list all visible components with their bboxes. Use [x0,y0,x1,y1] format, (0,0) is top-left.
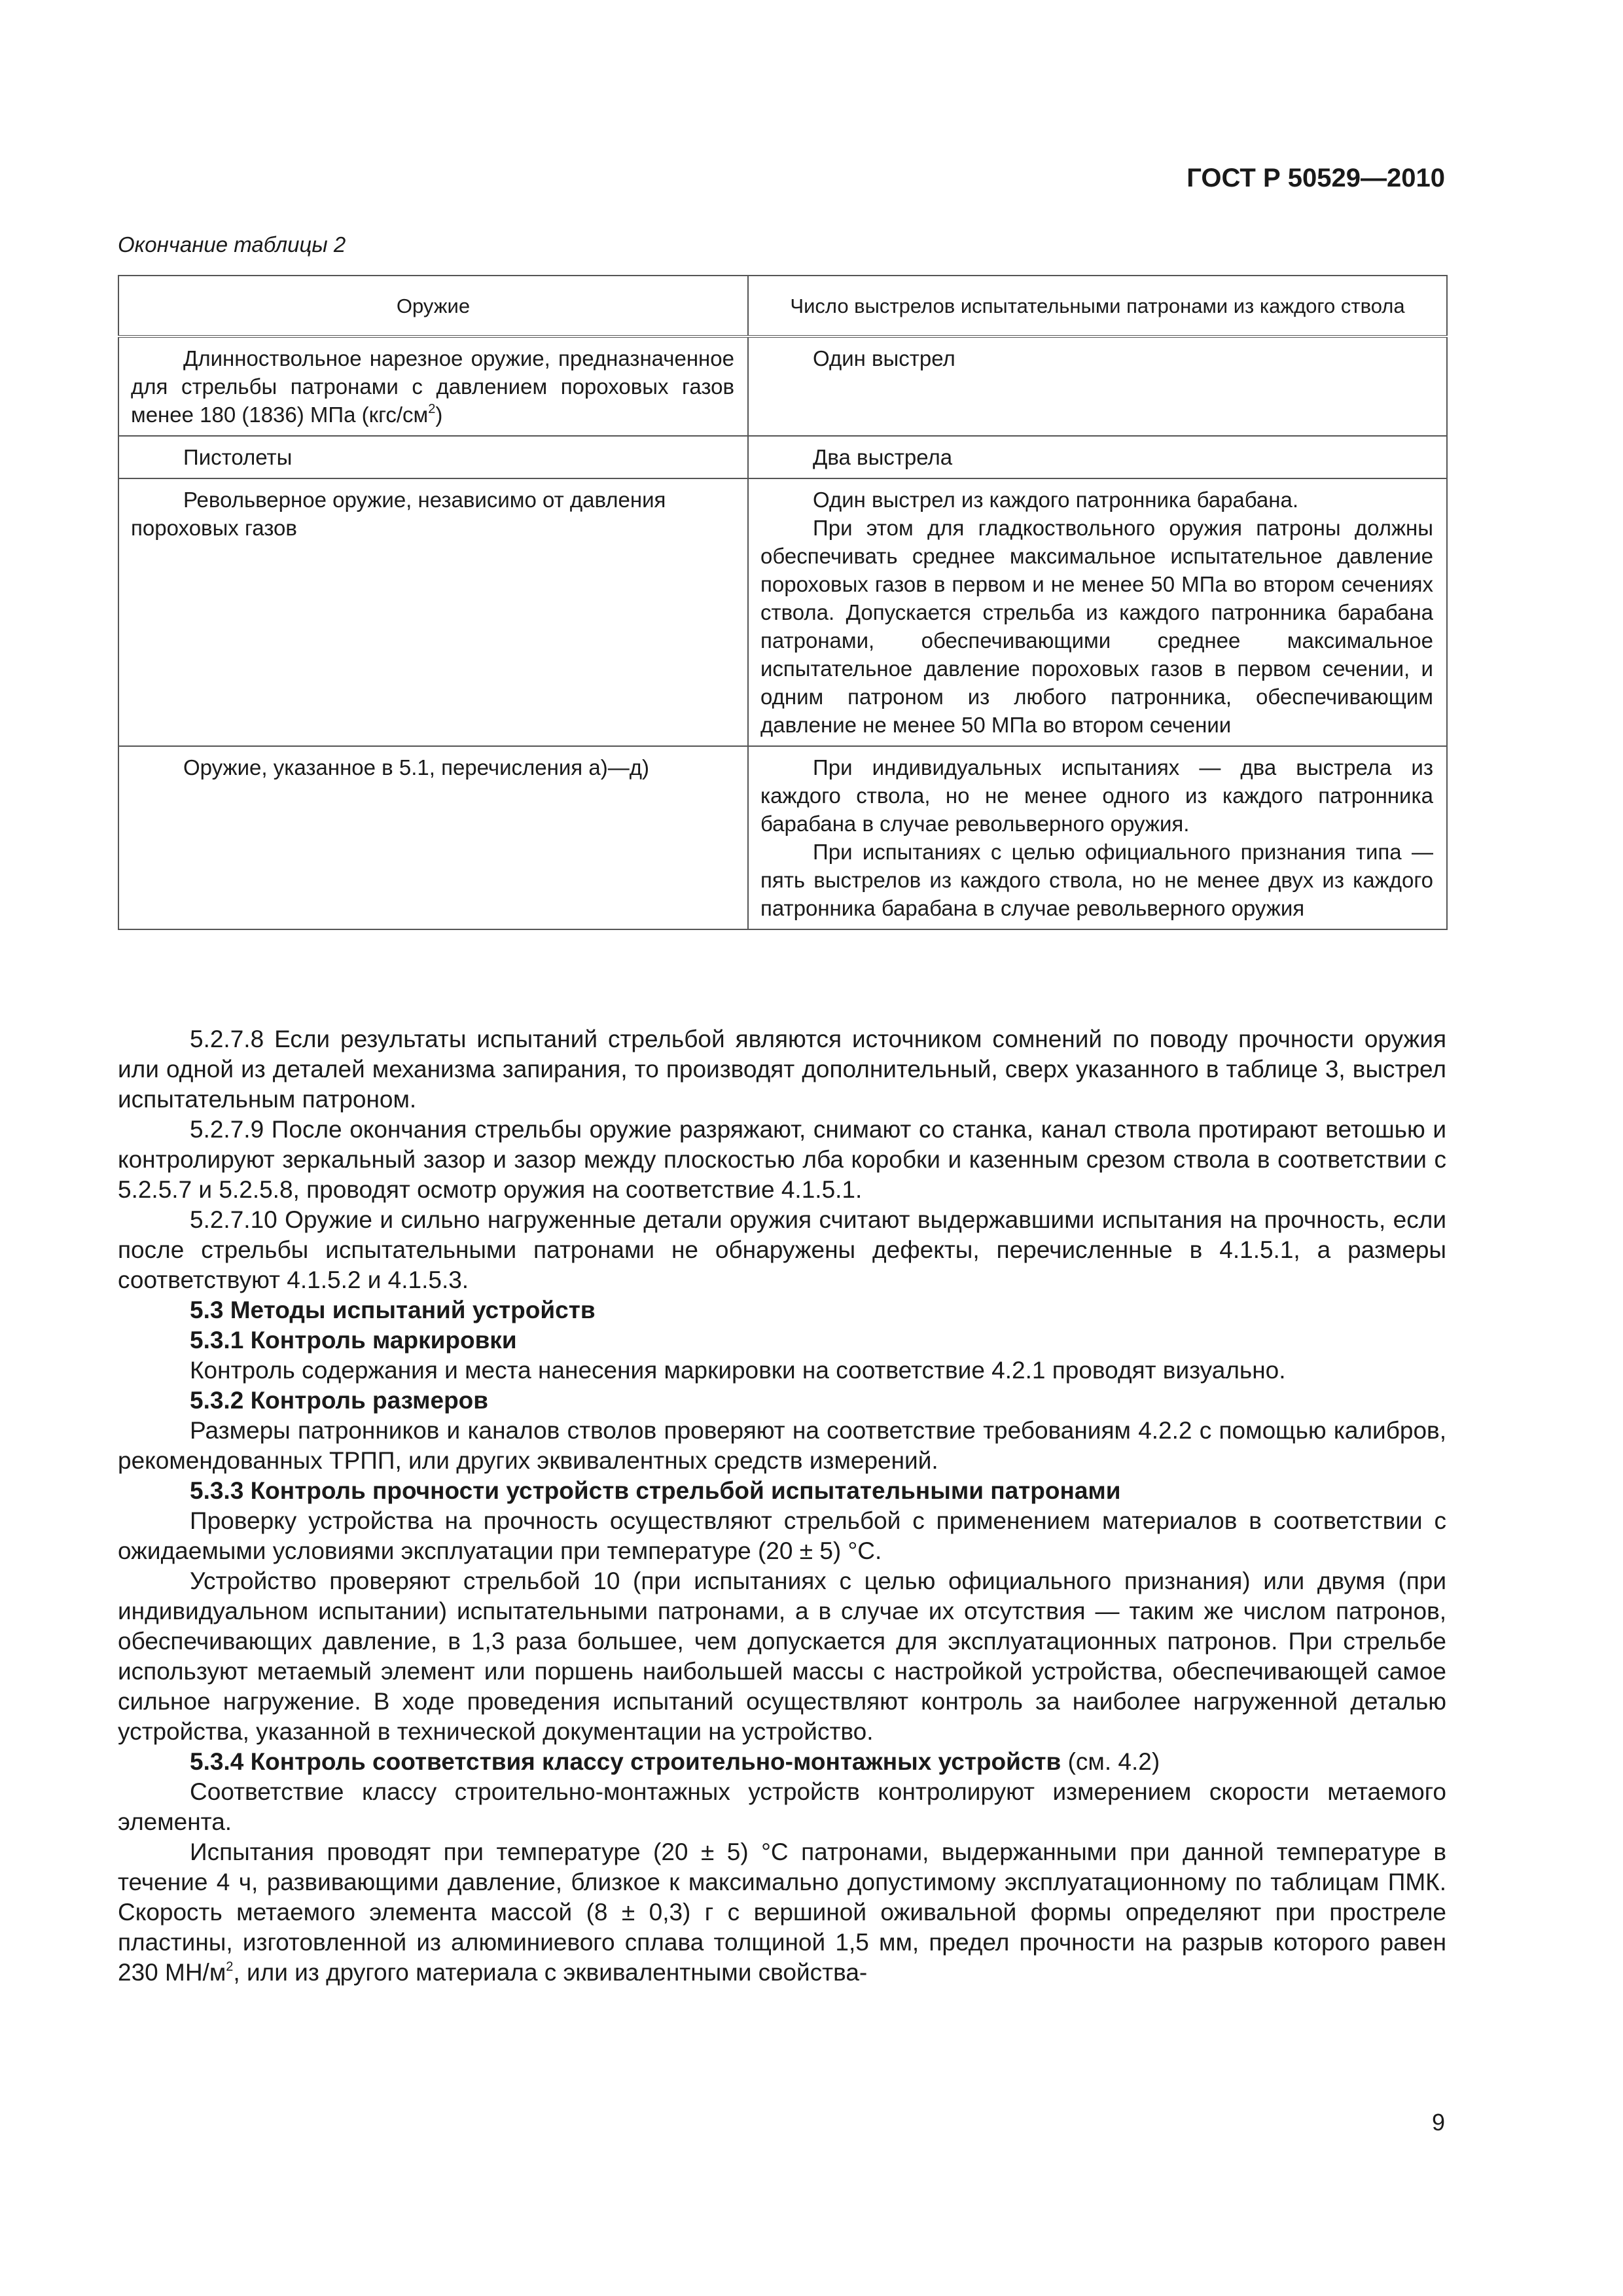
weapon-cell [118,746,748,929]
shots-text: Один выстрел [813,346,955,370]
superscript: 2 [428,402,436,416]
weapon-text: Оружие, указанное в 5.1, перечисления а)—д) [183,755,649,780]
shots-text: Два выстрела [813,445,953,469]
shots-cell [748,746,1447,929]
paragraph-5-2-7-9: 5.2.7.9 После окончания стрельбы оружие разряжают, снимают со станка, канал ствола протирают ветошью и контролируют зеркальный зазор и зазор между плоскостью лба коробки и казенным срезом ствола в соответствии с 5.2.5.7 и 5.2.5.8, проводят осмотр оружия на соответствие 4.1.5.1. [118,1116,1446,1203]
page-number: 9 [1431,2109,1445,2136]
shots-cell [748,436,1447,478]
shots-cell [748,478,1447,746]
heading-5-3-4-title: 5.3.4 Контроль соответствия классу строительно-монтажных устройств [190,1748,1061,1775]
shots-text: При индивидуальных испытаниях — два выстрела из каждого ствола, но не менее одного из каждого патронника барабана в случае револьверного оружия. [760,755,1433,836]
shots-cell [748,336,1447,436]
paragraph-5-3-3-b: Устройство проверяют стрельбой 10 (при испытаниях с целью официального признания) или двумя (при индивидуальном испытании) испытательными патронами, а в случае их отсутствия — таким же числом патронов, обеспечивающих давление, в 1,3 раза большее, чем допускается для эксплуатационных патронов. При стрельбе используют метаемый элемент или поршень наибольшей массы с настройкой устройства, обеспечивающей самое сильное нагружение. В ходе проведения испытаний осуществляют контроль за наиболее нагруженной деталью устройства, указанной в технической документации на устройство. [118,1568,1446,1745]
heading-5-3: 5.3 Методы испытаний устройств [190,1297,596,1323]
table-row [118,336,1447,436]
weapon-text-tail: ) [435,403,443,427]
paragraph-5-2-7-8: 5.2.7.8 Если результаты испытаний стрельбой являются источником сомнений по поводу прочности оружия или одной из деталей механизма запирания, то производят дополнительный, сверх указанного в таблице 3, выстрел испытательным патроном. [118,1026,1446,1113]
document-id: ГОСТ Р 50529—2010 [1186,164,1445,192]
paragraph-5-3-2: Размеры патронников и каналов стволов проверяют на соответствие требованиям 4.2.2 с помощью калибров, рекомендованных ТРПП, или других эквивалентных средств измерений. [118,1417,1446,1474]
heading-5-3-4-reference: (см. 4.2) [1061,1748,1160,1775]
paragraph-5-3-1: Контроль содержания и места нанесения маркировки на соответствие 4.2.1 проводят визуально. [190,1357,1286,1384]
heading-5-3-3: 5.3.3 Контроль прочности устройств стрельбой испытательными патронами [190,1477,1121,1504]
body-text [118,1024,1446,1988]
weapons-table-container [118,275,1446,930]
paragraph-5-3-4-b-tail: , или из другого материала с эквивалентными свойства- [233,1959,868,1986]
table-row [118,436,1447,478]
shots-text: При этом для гладкоствольного оружия патроны должны обеспечивать среднее максимальное испытательное давление пороховых газов в первом и не менее 50 МПа во втором сечениях ствола. Допускается стрельба из каждого патронника барабана патронами, обеспечивающими среднее максимальное испытательное давление пороховых газов в первом сечении, и одним патроном из любого патронника, обеспечивающим давление не менее 50 МПа во втором сечении [760,516,1433,737]
weapon-cell [118,336,748,436]
weapon-text: Пистолеты [183,445,293,469]
paragraph-5-3-3-a: Проверку устройства на прочность осуществляют стрельбой с применением материалов в соответствии с ожидаемыми условиями эксплуатации при температуре (20 ± 5) °С. [118,1507,1446,1564]
table-header-row [118,276,1447,336]
heading-5-3-1: 5.3.1 Контроль маркировки [190,1327,517,1354]
weapon-cell [118,478,748,746]
heading-5-3-2: 5.3.2 Контроль размеров [190,1387,489,1414]
paragraph-5-2-7-10: 5.2.7.10 Оружие и сильно нагруженные детали оружия считают выдержавшими испытания на прочность, если после стрельбы испытательными патронами не обнаружены дефекты, перечисленные в 4.1.5.1, а размеры соответствуют 4.1.5.2 и 4.1.5.3. [118,1206,1446,1293]
shots-text: При испытаниях с целью официального признания типа — пять выстрелов из каждого ствола, но не менее двух из каждого патронника барабана в случае револьверного оружия [760,840,1433,920]
weapon-cell [118,436,748,478]
superscript: 2 [226,1959,234,1974]
paragraph-5-3-4-b [118,1837,1446,1988]
table-row [118,746,1447,929]
shots-text: Один выстрел из каждого патронника барабана. [813,488,1299,512]
table-caption: Окончание таблицы 2 [118,232,346,257]
weapon-text: Длинноствольное нарезное оружие, предназначенное для стрельбы патронами с давлением пороховых газов менее 180 (1836) МПа (кгс/см [131,346,734,427]
paragraph-5-3-4-b-text: Испытания проводят при температуре (20 ± 5) °С патронами, выдержанными при данной температуре в течение 4 ч, развивающими давление, близкое к максимально допустимому эксплуатационному по таблицам ПМК. Скорость метаемого элемента массой (8 ± 0,3) г с вершиной оживальной формы определяют при простреле пластины, изготовленной из алюминиевого сплава толщиной 1,5 мм, предел прочности на разрыв которого равен 230 МН/м [118,1839,1446,1986]
weapon-text: Револьверное оружие, независимо от давления пороховых газов [131,488,666,540]
heading-5-3-4 [118,1747,1446,1777]
weapons-table [118,275,1448,930]
column-header-weapon: Оружие [118,276,748,336]
table-row [118,478,1447,746]
column-header-shots: Число выстрелов испытательными патронами из каждого ствола [748,276,1447,336]
paragraph-5-3-4-a: Соответствие классу строительно-монтажных устройств контролируют измерением скорости метаемого элемента. [118,1778,1446,1835]
